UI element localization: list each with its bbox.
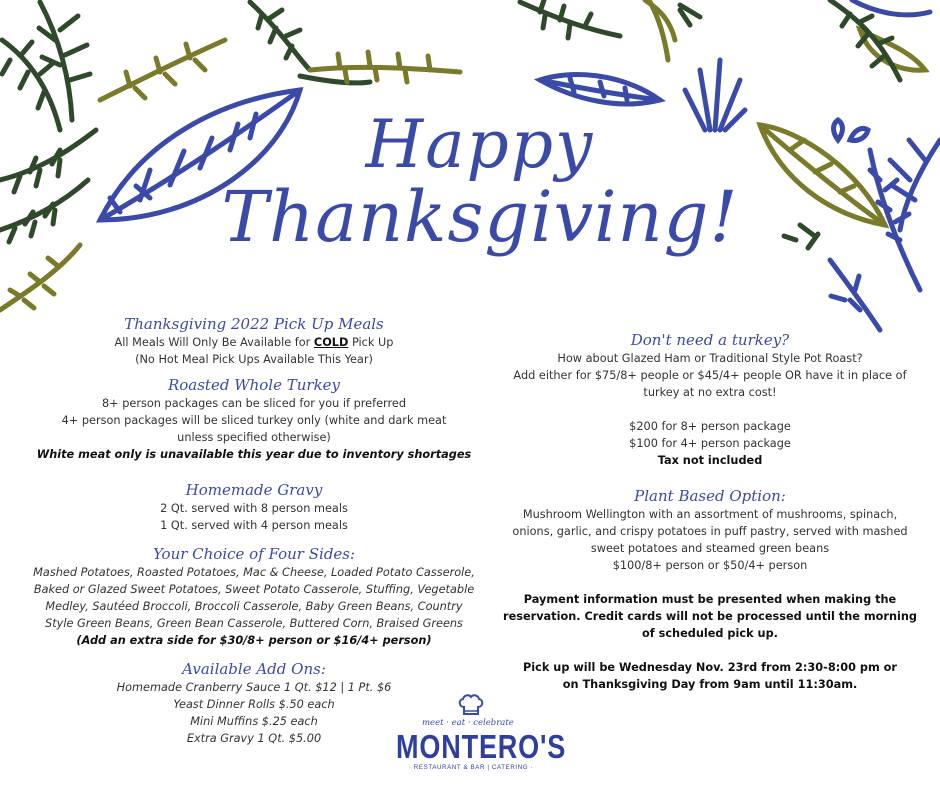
sides-extra: (Add an extra side for $30/8+ person or $16/4+ person) <box>76 634 432 647</box>
sides-heading: Your Choice of Four Sides: <box>152 545 356 563</box>
logo-subline: · RESTAURANT & BAR | CATERING · <box>408 764 534 771</box>
plant-line-1: Mushroom Wellington with an assortment of mushrooms, spinach, <box>522 508 898 521</box>
logo-name: MONTERO'S <box>396 728 567 765</box>
addon-item: Extra Gravy 1 Qt. $5.00 <box>186 732 322 745</box>
title-line-2: Thanksgiving! <box>221 176 739 258</box>
noturkey-line-1: How about Glazed Ham or Traditional Style Pot Roast? <box>557 352 863 365</box>
sides-line-3: Medley, Sautéed Broccoli, Broccoli Casserole, Baby Green Beans, Country <box>45 600 463 613</box>
payment-line-1: Payment information must be presented when making the <box>523 593 897 606</box>
monteros-logo <box>396 694 567 778</box>
payment-line-2: reservation. Credit cards will not be processed until the morning <box>503 610 917 623</box>
chef-hat-icon <box>456 694 486 718</box>
turkey-line-1: 8+ person packages can be sliced for you if preferred <box>102 397 406 410</box>
sides-line-4: Style Green Beans, Green Bean Casserole, Buttered Corn, Braised Greens <box>45 617 463 630</box>
sides-line-2: Baked or Glazed Sweet Potatoes, Sweet Potato Casserole, Stuffing, Vegetable <box>33 583 475 596</box>
gravy-line-2: 1 Qt. served with 4 person meals <box>160 519 348 532</box>
noturkey-price-1: $200 for 8+ person package <box>629 420 791 433</box>
title-line-1: Happy <box>365 106 595 183</box>
main-title <box>180 106 780 258</box>
turkey-heading: Roasted Whole Turkey <box>167 376 341 394</box>
gravy-line-1: 2 Qt. served with 8 person meals <box>160 502 348 515</box>
noturkey-line-2: Add either for $75/8+ people or $45/4+ people OR have it in place of <box>513 369 907 382</box>
turkey-line-2: 4+ person packages will be sliced turkey only (white and dark meat <box>61 414 447 427</box>
noturkey-line-3: turkey at no extra cost! <box>643 386 777 399</box>
payment-line-3: of scheduled pick up. <box>642 627 778 640</box>
plant-line-3: sweet potatoes and steamed green beans <box>590 542 830 555</box>
plant-price: $100/8+ person or $50/4+ person <box>612 559 808 572</box>
noturkey-heading: Don't need a turkey? <box>630 331 790 349</box>
tax-note: Tax not included <box>657 454 763 467</box>
plant-heading: Plant Based Option: <box>634 487 786 505</box>
right-column <box>490 330 930 693</box>
addon-item: Mini Muffins $.25 each <box>190 715 318 728</box>
logo-tagline: meet · eat · celebrate <box>422 718 514 728</box>
pickup-line-2: (No Hot Meal Pick Ups Available This Year) <box>135 353 373 366</box>
cold-emphasis: COLD <box>313 336 349 349</box>
pickup-time-line-1: Pick up will be Wednesday Nov. 23rd from 2:30-8:00 pm or <box>522 661 897 674</box>
turkey-line-3: unless specified otherwise) <box>177 431 331 444</box>
addons-heading: Available Add Ons: <box>182 660 326 678</box>
sides-line-1: Mashed Potatoes, Roasted Potatoes, Mac & Cheese, Loaded Potato Casserole, <box>33 566 475 579</box>
pickup-time-line-2: on Thanksgiving Day from 9am until 11:30am. <box>562 678 858 691</box>
plant-line-2: onions, garlic, and crispy potatoes in puff pastry, served with mashed <box>512 525 908 538</box>
gravy-heading: Homemade Gravy <box>185 481 323 499</box>
pickup-heading: Thanksgiving 2022 Pick Up Meals <box>124 315 384 333</box>
addon-item: Homemade Cranberry Sauce 1 Qt. $12 | 1 Pt. $6 <box>116 681 392 694</box>
turkey-note: White meat only is unavailable this year due to inventory shortages <box>36 448 472 461</box>
noturkey-price-2: $100 for 4+ person package <box>629 437 791 450</box>
addon-item: Yeast Dinner Rolls $.50 each <box>173 698 335 711</box>
pickup-line-1: All Meals Will Only Be Available for COLD Pick Up <box>114 336 394 349</box>
left-column <box>24 314 484 747</box>
